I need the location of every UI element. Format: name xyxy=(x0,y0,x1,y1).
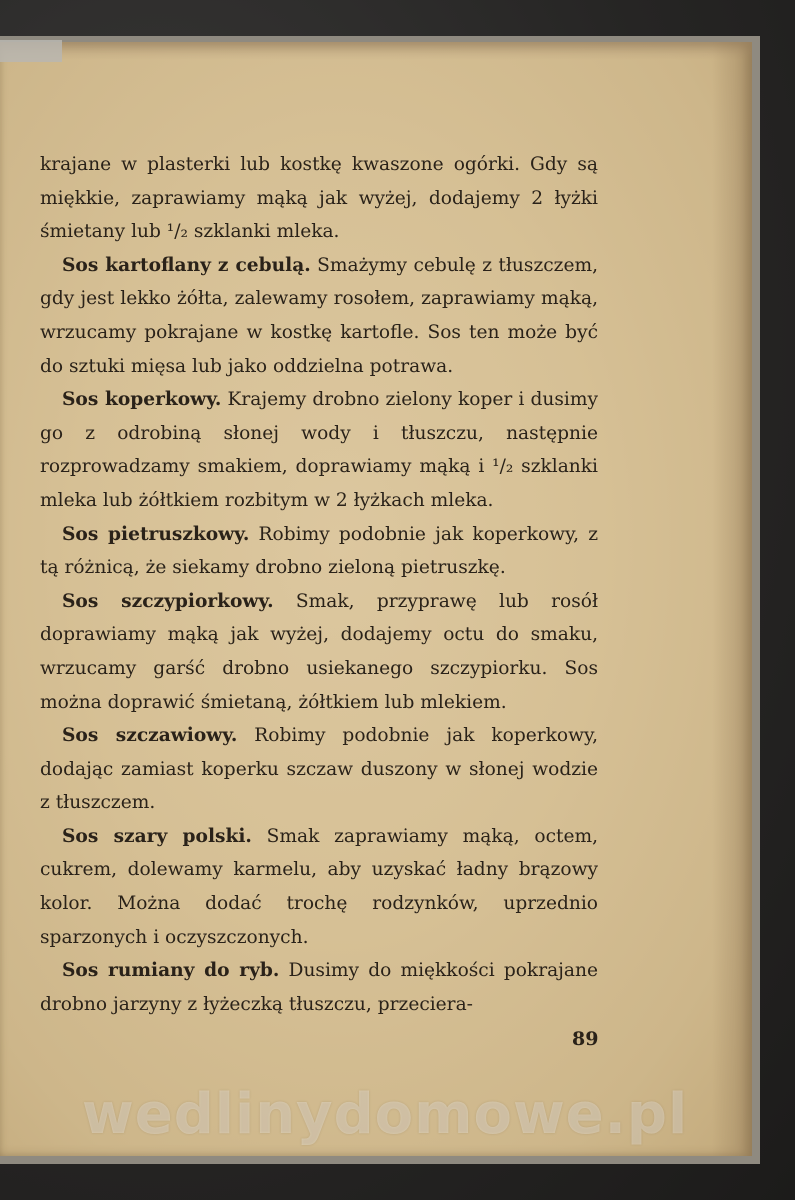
paragraph-text: Smak zaprawiamy mąką, octem, cukrem, dolewamy karmelu, aby uzyskać ładny brązowy kolor. Można dodać trochę rodzynków, uprzednio sparzonych i oczyszczonych. xyxy=(40,825,599,948)
paragraph-heading: Sos szary polski. xyxy=(62,825,252,847)
paragraph-text: krajane w plasterki lub kostkę kwaszone ogórki. Gdy są miękkie, zaprawiamy mąką jak wyżej, dodajemy 2 łyżki śmietany lub ¹/₂ szklanki mleka. xyxy=(40,154,598,243)
paragraph xyxy=(40,585,598,719)
paragraph-heading: Sos kartoflany z cebulą. xyxy=(62,254,311,276)
watermark: wedlinydomowe.pl xyxy=(82,1082,689,1147)
paragraph-heading: Sos koperkowy. xyxy=(62,389,222,411)
paragraph xyxy=(40,518,598,585)
page-gutter-shadow xyxy=(712,42,752,1156)
paragraph-heading: Sos rumiany do ryb. xyxy=(62,960,280,982)
paragraph-text: Robimy podobnie jak koperkowy, z tą różnicą, że siekamy drobno zieloną pietruszkę. xyxy=(40,523,599,579)
page-number: 89 xyxy=(572,1028,599,1050)
paragraph-heading: Sos szczawiowy. xyxy=(62,725,238,747)
page-body-text xyxy=(40,148,598,1021)
paragraph xyxy=(40,249,598,383)
paragraph-text: Dusimy do miękkości pokrajane drobno jarzyny z łyżeczką tłuszczu, przeciera- xyxy=(40,960,598,1015)
paragraph xyxy=(40,383,598,517)
paragraph xyxy=(40,148,598,249)
paragraph xyxy=(40,954,598,1021)
paragraph xyxy=(40,719,598,820)
binding-strip xyxy=(0,40,62,62)
paragraph-text: Smażymy cebulę z tłuszczem, gdy jest lekko żółta, zalewamy rosołem, zaprawiamy mąką, wrzucamy pokrajane w kostkę kartofle. Sos ten może być do sztuki mięsa lub jako oddzielna potrawa. xyxy=(40,254,598,377)
paragraph xyxy=(40,820,598,954)
page-top-shadow xyxy=(0,42,752,60)
paragraph-text: Krajemy drobno zielony koper i dusimy go z odrobiną słonej wody i tłuszczu, następnie rozprowadzamy smakiem, doprawiamy mąką i ¹/₂ szklanki mleka lub żółtkiem rozbitym w 2 łyżkach mleka. xyxy=(40,389,598,511)
paragraph-text: Smak, przyprawę lub rosół doprawiamy mąką jak wyżej, dodajemy octu do smaku, wrzucamy garść drobno usiekanego szczypiorku. Sos można doprawić śmietaną, żółtkiem lub mlekiem. xyxy=(40,590,598,713)
paragraph-text: Robimy podobnie jak koperkowy, dodając zamiast koperku szczaw duszony w słonej wodzie z tłuszczem. xyxy=(40,725,598,814)
paragraph-heading: Sos szczypiorkowy. xyxy=(62,590,274,612)
paragraph-heading: Sos pietruszkowy. xyxy=(62,523,250,545)
